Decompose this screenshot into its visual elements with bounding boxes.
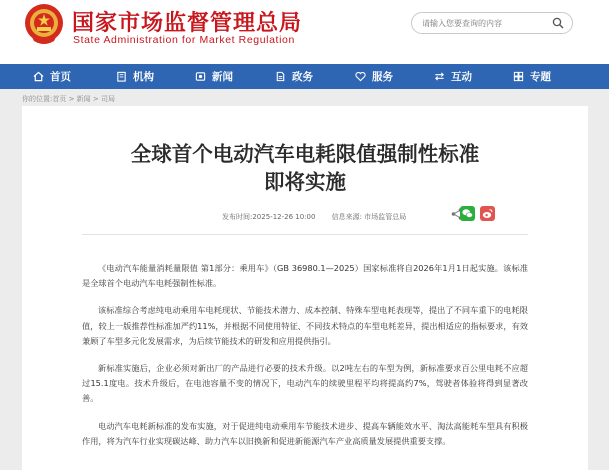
article-title	[22, 140, 588, 196]
info-source: 信息来源: 市场监管总局	[331, 213, 407, 221]
nav-item-label: 首页	[50, 71, 71, 83]
home-icon	[33, 71, 44, 82]
article-title-line-2: 即将实施	[264, 170, 346, 194]
article-paragraph: 电动汽车电耗新标准的发布实施，对于促进纯电动乘用车节能技术进步、提高车辆能效水平、淘汰高能耗车型具有积极作用，将为汽车行业实现碳达峰、助力汽车以旧换新和促进新能源汽车产业高质量发展提供重要支撑。	[82, 420, 528, 446]
nav-item-government[interactable]	[275, 64, 313, 89]
article-panel	[22, 106, 588, 470]
nav-item-home[interactable]	[33, 64, 71, 89]
weibo-share-icon[interactable]	[480, 206, 495, 221]
article-paragraph: 《电动汽车能量消耗量限值 第1部分：乘用车》（GB 36980.1—2025）国家标准将自2026年1月1日起实施。该标准是全球首个电动汽车电耗强制性标准。	[82, 263, 528, 289]
nav-item-organization[interactable]	[116, 64, 154, 89]
nav-item-label: 服务	[372, 71, 393, 83]
nav-item-label: 互动	[451, 71, 472, 83]
divider	[82, 234, 528, 235]
search-icon[interactable]	[552, 17, 564, 29]
nav-item-label: 机构	[133, 71, 154, 83]
site-title-cn[interactable]: 国家市场监督管理总局	[72, 11, 303, 36]
document-icon	[275, 71, 286, 82]
topic-icon	[513, 71, 524, 82]
main-nav	[0, 64, 609, 89]
search-box[interactable]	[411, 12, 573, 34]
article-paragraph: 新标准实施后，企业必须对新出厂的产品进行必要的技术升级。以2吨左右的车型为例，新标准要求百公里电耗不应超过15.1度电。技术升级后，在电池容量不变的情况下，电动汽车的续驶里程平均将提高约7%，驾驶者体验将得到显著改善。	[82, 363, 528, 404]
nav-item-label: 专题	[530, 71, 551, 83]
building-icon	[116, 71, 127, 82]
article-title-line-1: 全球首个电动汽车电耗限值强制性标准	[130, 142, 480, 166]
heart-icon	[355, 71, 366, 82]
interaction-icon	[434, 71, 445, 82]
article-meta	[222, 212, 420, 222]
search-input[interactable]	[422, 15, 547, 31]
breadcrumb[interactable]: 你的位置:首页 > 新闻 > 司局	[22, 95, 115, 103]
nav-item-service[interactable]	[355, 64, 393, 89]
nav-item-label: 政务	[292, 71, 313, 83]
publish-time: 发布时间:2025-12-26 10:00	[222, 213, 316, 221]
wechat-share-icon[interactable]	[460, 206, 475, 221]
article-paragraph: 该标准综合考虑纯电动乘用车电耗现状、节能技术潜力、成本控制、特殊车型电耗表现等，提出了不同车重下的电耗限值，较上一版推荐性标准加严约11%，并根据不同使用特征、不同技术特点的车型电耗差异，提出相适应的指标要求，有效兼顾了车型多元化发展需求，为后续节能技术的研发和应用提供指引。	[82, 305, 528, 346]
nav-item-label: 新闻	[212, 71, 233, 83]
national-emblem-icon	[24, 3, 64, 45]
site-title-en: State Administration for Market Regulation	[73, 34, 295, 46]
site-header	[0, 0, 609, 64]
nav-item-interaction[interactable]	[434, 64, 472, 89]
nav-item-topics[interactable]	[513, 64, 551, 89]
nav-item-news[interactable]	[195, 64, 233, 89]
article-body	[82, 261, 528, 461]
news-icon	[195, 71, 206, 82]
